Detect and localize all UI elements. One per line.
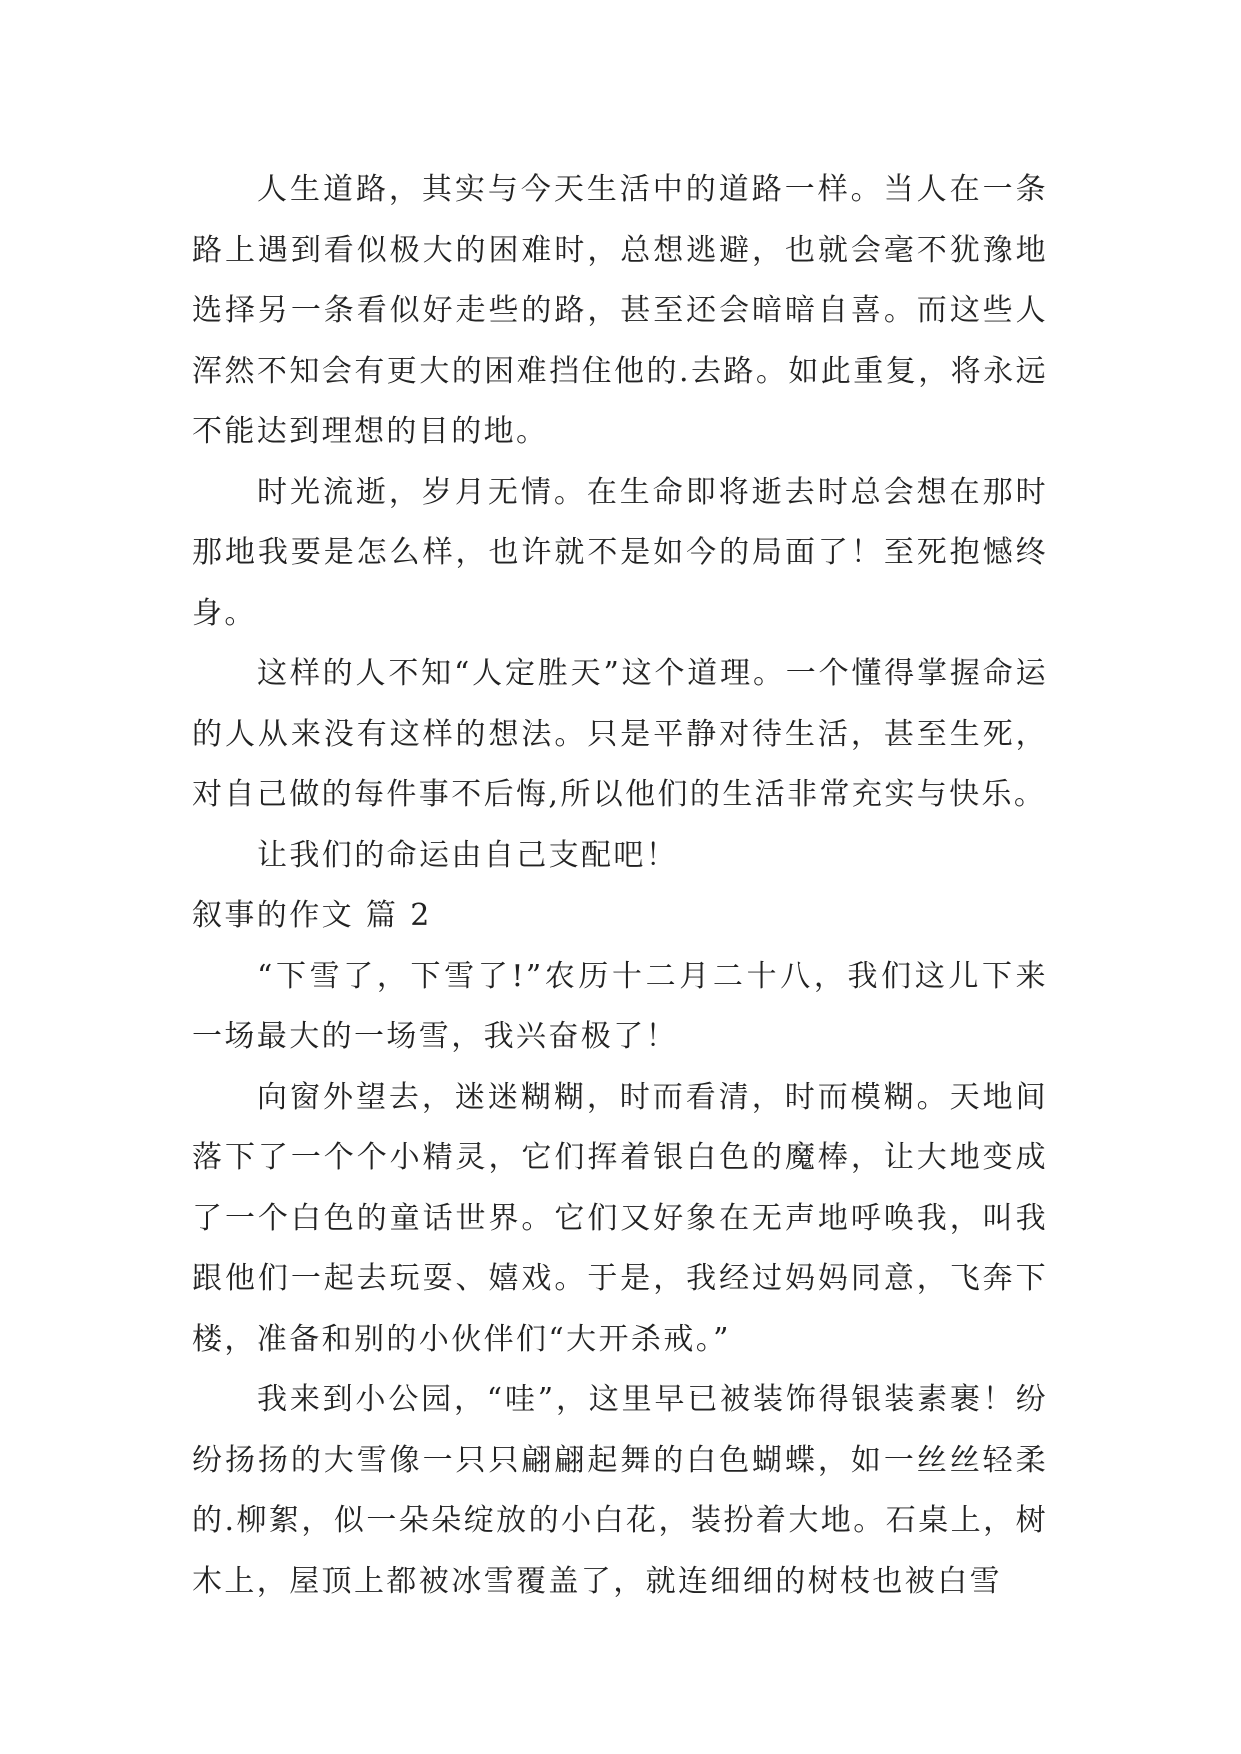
paragraph-time-passes: 时光流逝，岁月无情。在生命即将逝去时总会想在那时那地我要是怎么样，也许就不是如今的局面了！至死抱憾终身。	[192, 474, 1048, 631]
paragraph-snowing: “下雪了，下雪了!”农历十二月二十八，我们这儿下来一场最大的一场雪，我兴奋极了！	[192, 958, 1048, 1054]
paragraph-window-view: 向窗外望去，迷迷糊糊，时而看清，时而模糊。天地间落下了一个个小精灵，它们挥着银白色的魔棒，让大地变成了一个白色的童话世界。它们又好象在无声地呼唤我，叫我跟他们一起去玩耍、嬉戏。于是，我经过妈妈同意，飞奔下楼，准备和别的小伙伴们“大开杀戒。”	[192, 1079, 1048, 1357]
paragraph-life-road: 人生道路，其实与今天生活中的道路一样。当人在一条路上遇到看似极大的困难时，总想逃避，也就会毫不犹豫地选择另一条看似好走些的路，甚至还会暗暗自喜。而这些人浑然不知会有更大的困难挡住他的.去路。如此重复，将永远不能达到理想的目的地。	[192, 172, 1048, 449]
paragraph-man-conquers-nature: 这样的人不知“人定胜天”这个道理。一个懂得掌握命运的人从来没有这样的想法。只是平静对待生活，甚至生死，对自己做的每件事不后悔,所以他们的生活非常充实与快乐。	[192, 656, 1048, 812]
paragraph-park: 我来到小公园，“哇”，这里早已被装饰得银装素裹！纷纷扬扬的大雪像一只只翩翩起舞的白色蝴蝶，如一丝丝轻柔的.柳絮，似一朵朵绽放的小白花，装扮着大地。石桌上，树木上，屋顶上都被冰雪覆盖了，就连细细的树枝也被白雪	[192, 1382, 1048, 1599]
section-heading: 叙事的作文 篇 2	[192, 898, 432, 933]
document-page	[192, 160, 1048, 1612]
paragraph-control-destiny: 让我们的命运由自己支配吧！	[257, 837, 679, 873]
